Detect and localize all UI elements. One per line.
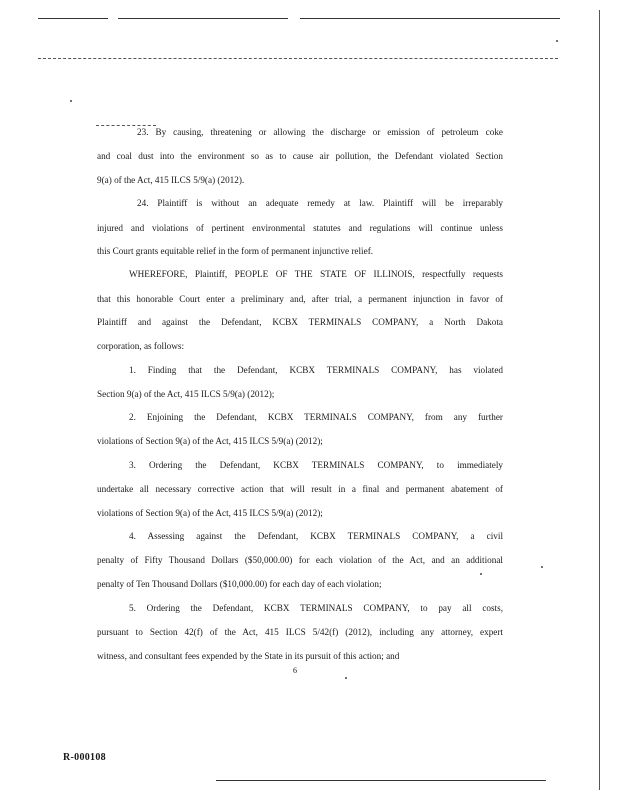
text-line: 5. Ordering the Defendant, KCBX TERMINALS COMPANY, to pay all costs, (129, 603, 503, 613)
top-scan-rule (300, 18, 560, 19)
bottom-scan-rule (216, 780, 546, 781)
text-line: 9(a) of the Act, 415 ILCS 5/9(a) (2012). (97, 175, 245, 185)
text-line: penalty of Ten Thousand Dollars ($10,000.00) for each day of each violation; (97, 579, 382, 589)
text-line: Section 9(a) of the Act, 415 ILCS 5/9(a) (2012); (97, 389, 275, 399)
top-scan-rule (38, 58, 558, 59)
text-line: 4. Assessing against the Defendant, KCBX TERMINALS COMPANY, a civil (129, 531, 503, 541)
text-line: 1. Finding that the Defendant, KCBX TERMINALS COMPANY, has violated (129, 365, 503, 375)
text-line: injured and violations of pertinent environmental statutes and regulations will continue unless (97, 223, 503, 233)
scan-speck (480, 573, 482, 575)
text-line: corporation, as follows: (97, 341, 185, 351)
text-line: 23. By causing, threatening or allowing the discharge or emission of petroleum coke (137, 127, 503, 137)
text-line: that this honorable Court enter a preliminary and, after trial, a permanent injunction in favor of (97, 294, 503, 304)
scan-speck (70, 100, 72, 102)
text-line: penalty of Fifty Thousand Dollars ($50,000.00) for each violation of the Act, and an additional (97, 555, 503, 565)
text-line: violations of Section 9(a) of the Act, 415 ILCS 5/9(a) (2012); (97, 436, 323, 446)
top-scan-rule (118, 18, 288, 19)
top-scan-rule (38, 18, 108, 19)
bates-number: R-000108 (63, 752, 106, 763)
text-line: WHEREFORE, Plaintiff, PEOPLE OF THE STATE OF ILLINOIS, respectfully requests (129, 269, 503, 279)
text-line: violations of Section 9(a) of the Act, 415 ILCS 5/9(a) (2012); (97, 508, 323, 518)
text-line: 24. Plaintiff is without an adequate remedy at law. Plaintiff will be irreparably (137, 198, 503, 208)
text-line: witness, and consultant fees expended by the State in its pursuit of this action; and (97, 651, 400, 661)
text-line: this Court grants equitable relief in the form of permanent injunctive relief. (97, 246, 374, 256)
page-number: 6 (293, 666, 297, 675)
scan-speck (345, 677, 347, 679)
scan-speck (556, 40, 558, 42)
text-line: Plaintiff and against the Defendant, KCBX TERMINALS COMPANY, a North Dakota (97, 317, 503, 327)
text-line: 2. Enjoining the Defendant, KCBX TERMINALS COMPANY, from any further (129, 412, 503, 422)
scan-speck (541, 566, 543, 568)
text-line: and coal dust into the environment so as to cause air pollution, the Defendant violated Section (97, 151, 503, 161)
text-line: 3. Ordering the Defendant, KCBX TERMINALS COMPANY, to immediately (129, 460, 503, 470)
text-line: undertake all necessary corrective action that will result in a final and permanent abatement of (97, 484, 503, 494)
right-edge-rule (599, 10, 600, 790)
text-line: pursuant to Section 42(f) of the Act, 415 ILCS 5/42(f) (2012), including any attorney, expert (97, 627, 503, 637)
